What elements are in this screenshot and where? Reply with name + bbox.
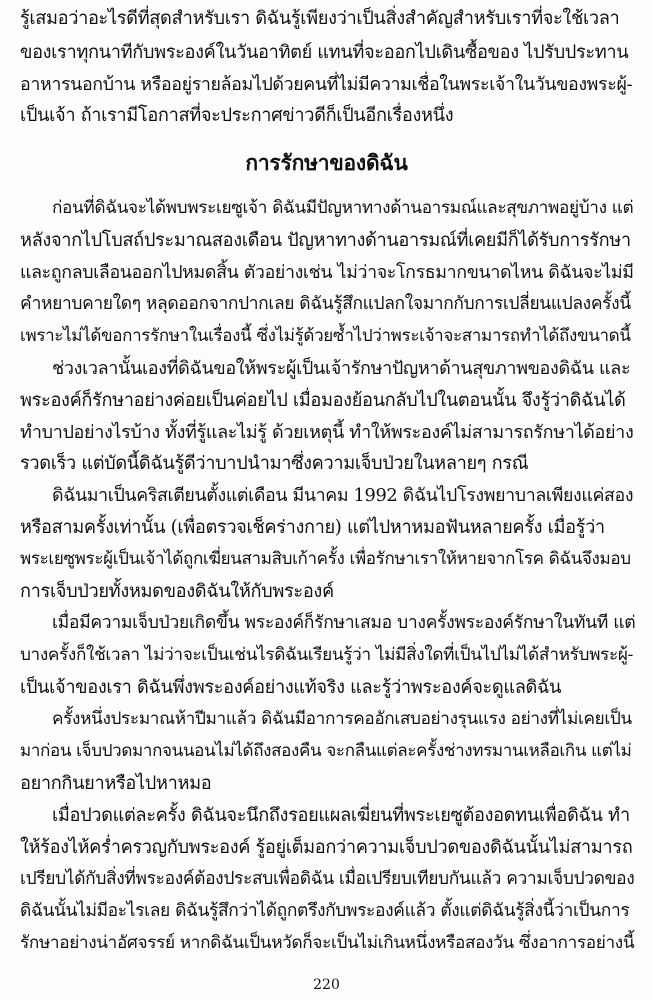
- body-line: เป็นเจ้าของเรา ดิฉันพึ่งพระองค์อย่างแท้จริง และรู้ว่าพระองค์จะดูแลดิฉัน: [20, 677, 562, 698]
- body-line: เป็นเจ้า ถ้าเรามีโอกาสที่จะประกาศข่าวดีก็เป็นอีกเรื่องหนึ่ง: [20, 105, 454, 126]
- body-line: รักษาอย่างน่าอัศจรรย์ หากดิฉันเป็นหวัดก็จะเป็นไม่เกินหนึ่งหรือสองวัน ซึ่งอาการอย่างนี้: [20, 933, 635, 953]
- body-line: รวดเร็ว แต่บัดนี้ดิฉันรู้ดีว่าบาปนำมาซึ่งความเจ็บป่วยในหลายๆ กรณี: [20, 453, 529, 474]
- body-line: ทำบาปอย่างไรบ้าง ทั้งที่รู้และไม่รู้ ด้วยเหตุนี้ ทำให้พระองค์ไม่สามารถรักษาได้อย่าง: [20, 422, 634, 443]
- body-line: พระเยซูพระผู้เป็นเจ้าได้ถูกเฆี่ยนสามสิบเก้าครั้ง เพื่อรักษาเราให้หายจากโรค ดิฉันจึงมอบ: [20, 549, 631, 569]
- body-line: ให้ร้องไห้คร่ำครวญกับพระองค์ รู้อยู่เต็มอกว่าความเจ็บปวดของดิฉันนั้นไม่สามารถ: [20, 837, 633, 858]
- body-line: การเจ็บป่วยทั้งหมดของดิฉันให้กับพระองค์: [20, 581, 334, 602]
- body-line: พระองค์ก็รักษาอย่างค่อยเป็นค่อยไป เมื่อมองย้อนกลับไปในตอนนั้น จึงรู้ว่าดิฉันได้: [20, 390, 626, 411]
- body-line: เมื่อปวดแต่ละครั้ง ดิฉันจะนึกถึงรอยแผลเฆี่ยนที่พระเยซูต้องอดทนเพื่อดิฉัน ทำ: [52, 805, 630, 826]
- body-line: อาหารนอกบ้าน หรืออยู่รายล้อมไปด้วยคนที่ไม่มีความเชื่อในพระเจ้าในวันของพระผู้-: [20, 74, 633, 95]
- body-line: เมื่อมีความเจ็บป่วยเกิดขึ้น พระองค์ก็รักษาเสมอ บางครั้งพระองค์รักษาในทันที แต่: [52, 613, 636, 633]
- body-line: ดิฉันนั้นไม่มีอะไรเลย ดิฉันรู้สึกว่าได้ถูกตรึงกับพระองค์แล้ว ตั้งแต่ดิฉันรู้สิ่งนี้ว่าเป็นการ: [20, 901, 630, 921]
- body-line: หลังจากไปโบสถ์ประมาณสองเดือน ปัญหาทางด้านอารมณ์ที่เคยมีก็ได้รับการรักษา: [20, 230, 631, 251]
- body-line: บางครั้งก็ใช้เวลา ไม่ว่าจะเป็นเช่นไรดิฉันเรียนรู้ว่า ไม่มีสิ่งใดที่เป็นไปไม่ได้สำหรับพระผู้-: [20, 645, 634, 665]
- body-line: มาก่อน เจ็บปวดมากจนนอนไม่ได้ถึงสองคืน จะกลืนแต่ละครั้งช่างทรมานเหลือเกิน แต่ไม่: [20, 741, 632, 761]
- body-line: ครั้งหนึ่งประมาณห้าปีมาแล้ว ดิฉันมีอาการคออักเสบอย่างรุนแรง อย่างที่ไม่เคยเป็น: [52, 709, 632, 729]
- body-line: คำหยาบคายใดๆ หลุดออกจากปากเลย ดิฉันรู้สึกแปลกใจมากกับการเปลี่ยนแปลงครั้งนี้: [20, 294, 631, 314]
- body-line: ดิฉันมาเป็นคริสเตียนตั้งแต่เดือน มีนาคม 1992 ดิฉันไปโรงพยาบาลเพียงแค่สอง: [52, 485, 634, 506]
- page-number: 220: [313, 977, 340, 993]
- body-line: รู้เสมอว่าอะไรดีที่สุดสำหรับเรา ดิฉันรู้เพียงว่าเป็นสิ่งสำคัญสำหรับเราที่จะใช้เวลา: [20, 8, 620, 29]
- body-line: หรือสามครั้งเท่านั้น (เพื่อตรวจเช็คร่างกาย) แต่ไปหาหมอฟันหลายครั้ง เมื่อรู้ว่า: [20, 517, 605, 538]
- section-heading: การรักษาของดิฉัน: [245, 150, 408, 175]
- body-line: และถูกลบเลือนออกไปหมดสิ้น ตัวอย่างเช่น ไม่ว่าจะโกรธมากขนาดไหน ดิฉันจะไม่มี: [20, 262, 634, 283]
- body-line: ช่วงเวลานั้นเองที่ดิฉันขอให้พระผู้เป็นเจ้ารักษาปัญหาด้านสุขภาพของดิฉัน และ: [52, 358, 631, 379]
- body-line: อยากกินยาหรือไปหาหมอ: [20, 773, 212, 794]
- body-line: เปรียบได้กับสิ่งที่พระองค์ต้องประสบเพื่อดิฉัน เมื่อเปรียบเทียบกันแล้ว ความเจ็บปวดของ: [20, 869, 635, 889]
- body-line: เพราะไม่ได้ขอการรักษาในเรื่องนี้ ซึ่งไม่รู้ด้วยซ้ำไปว่าพระเจ้าจะสามารถทำได้ถึงขนาดนี้: [20, 326, 631, 346]
- body-line: ก่อนที่ดิฉันจะได้พบพระเยซูเจ้า ดิฉันมีปัญหาทางด้านอารมณ์และสุขภาพอยู่บ้าง แต่: [52, 198, 634, 218]
- body-line: ของเราทุกนาทีกับพระองค์ในวันอาทิตย์ แทนที่จะออกไปเดินซื้อของ ไปรับประทาน: [20, 42, 629, 63]
